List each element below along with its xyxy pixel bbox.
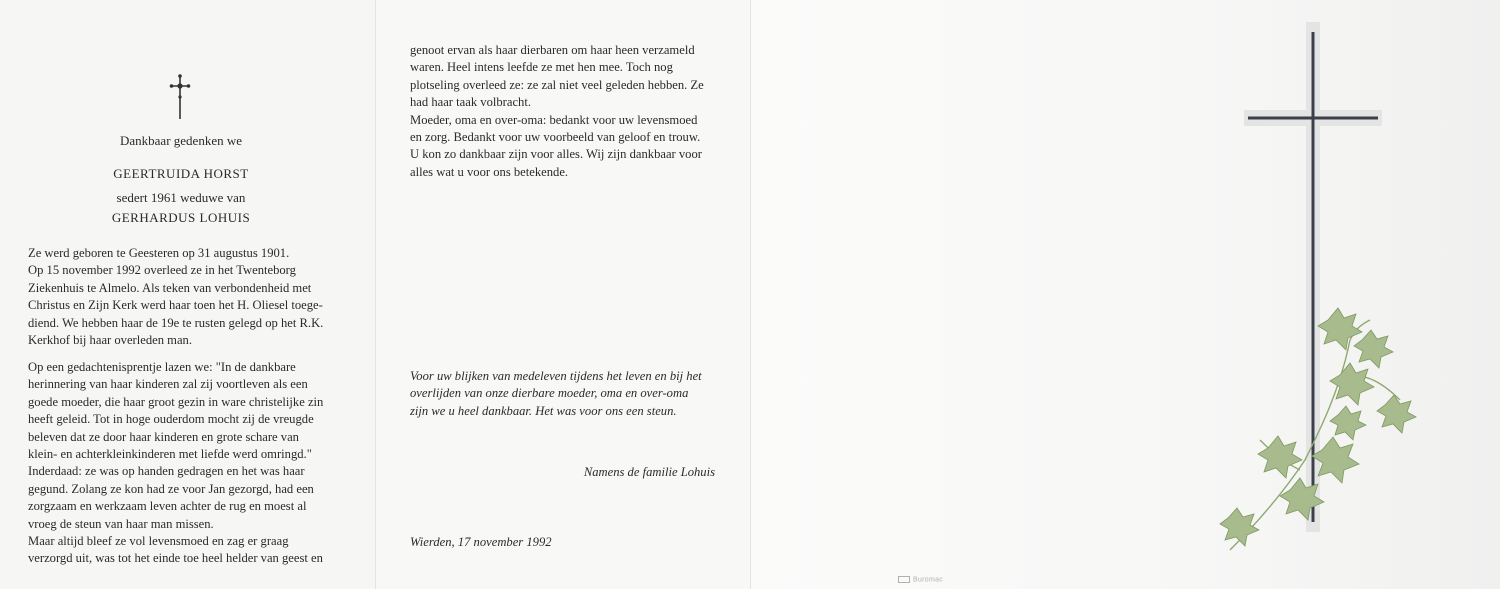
text-line: U kon zo dankbaar zijn voor alles. Wij zijn dankbaar voor: [410, 147, 702, 162]
text-line: goede moeder, die haar groot gezin in ware christelijke zin: [28, 394, 324, 409]
remembrance-paragraph: [28, 359, 335, 568]
text-line: Op 15 november 1992 overleed ze in het Twenteborg: [28, 263, 296, 278]
place-date: Wierden, 17 november 1992: [410, 535, 552, 549]
text-line: beleven dat ze door haar kinderen en grote schare van: [28, 429, 299, 444]
text-line: vroeg de steun van haar man missen.: [28, 516, 214, 531]
thanks-message: [410, 368, 720, 420]
printer-name: Buromac: [913, 576, 944, 584]
text-line: Moeder, oma en over-oma: bedankt voor uw levensmoed: [410, 112, 698, 127]
text-line: Kerkhof bij haar overleden man.: [28, 333, 193, 348]
text-line: Christus en Zijn Kerk werd haar toen het H. Oliesel toege-: [28, 298, 323, 313]
text-line: herinnering van haar kinderen zal zij voortleven als een: [28, 377, 308, 392]
spouse-name: GERHARDUS LOHUIS: [111, 210, 251, 225]
text-line: zijn we u heel dankbaar. Het was voor ons een steun.: [410, 403, 677, 418]
small-cross-icon: [168, 72, 192, 122]
text-line: verzorgd uit, was tot het einde toe heel helder van geest en: [28, 551, 323, 566]
text-line: plotseling overleed ze: ze zal niet veel geleden hebben. Ze: [410, 77, 704, 92]
card-panel-left: [0, 0, 375, 589]
cross-with-ivy-illustration: [1190, 20, 1440, 580]
text-line: Ze werd geboren te Geesteren op 31 augustus 1901.: [28, 246, 290, 260]
text-line: klein- en achterkleinkinderen met liefde werd omringd.": [28, 447, 312, 462]
ivy-leaf: [1330, 406, 1366, 440]
text-line: genoot ervan als haar dierbaren om haar heen verzameld: [410, 43, 695, 57]
ivy-leaf: [1220, 508, 1259, 546]
ivy-leaf: [1330, 363, 1374, 405]
ivy-leaf: [1258, 436, 1302, 478]
text-line: Voor uw blijken van medeleven tijdens het leven en bij het: [410, 369, 702, 383]
card-panel-middle: [375, 0, 750, 589]
text-line: Maar altijd bleef ze vol levensmoed en zag er graag: [28, 534, 289, 549]
ivy-leaf: [1377, 395, 1416, 433]
deceased-name: GEERTRUIDA HORST: [113, 166, 249, 181]
family-signature: Namens de familie Lohuis: [583, 465, 715, 479]
fold-line: [750, 0, 751, 589]
printer-logo-icon: [898, 576, 910, 583]
text-line: gegund. Zolang ze kon had ze voor Jan gezorgd, had een: [28, 481, 314, 496]
text-line: diend. We hebben haar de 19e te rusten gelegd op het R.K.: [28, 315, 324, 330]
widow-line: sedert 1961 weduwe van: [116, 190, 246, 205]
text-line: overlijden van onze dierbare moeder, oma en over-oma: [410, 386, 689, 401]
text-line: Ziekenhuis te Almelo. Als teken van verbondenheid met: [28, 280, 312, 295]
text-line: zorgzaam en werkzaam leven achter de rug en moest al: [28, 499, 307, 514]
printer-mark: [898, 576, 943, 583]
text-line: waren. Heel intens leefde ze met hen mee. Toch nog: [410, 60, 673, 75]
ivy-leaf: [1318, 308, 1362, 350]
memorial-intro: Dankbaar gedenken we: [120, 133, 242, 148]
biography-paragraph: [28, 245, 335, 349]
text-line: en zorg. Bedankt voor uw voorbeeld van geloof en trouw.: [410, 130, 701, 145]
fold-line: [375, 0, 376, 589]
ivy-leaf: [1354, 330, 1393, 368]
card-cover: [750, 0, 1500, 589]
text-line: Op een gedachtenisprentje lazen we: "In de dankbare: [28, 360, 296, 374]
text-line: heeft geleid. Tot in hoge ouderdom mocht zij de vreugde: [28, 412, 314, 427]
text-line: Inderdaad: ze was op handen gedragen en het was haar: [28, 464, 305, 479]
text-line: had haar taak volbracht.: [410, 95, 531, 110]
text-line: alles wat u voor ons betekende.: [410, 164, 569, 179]
continuation-paragraph: [410, 42, 715, 181]
